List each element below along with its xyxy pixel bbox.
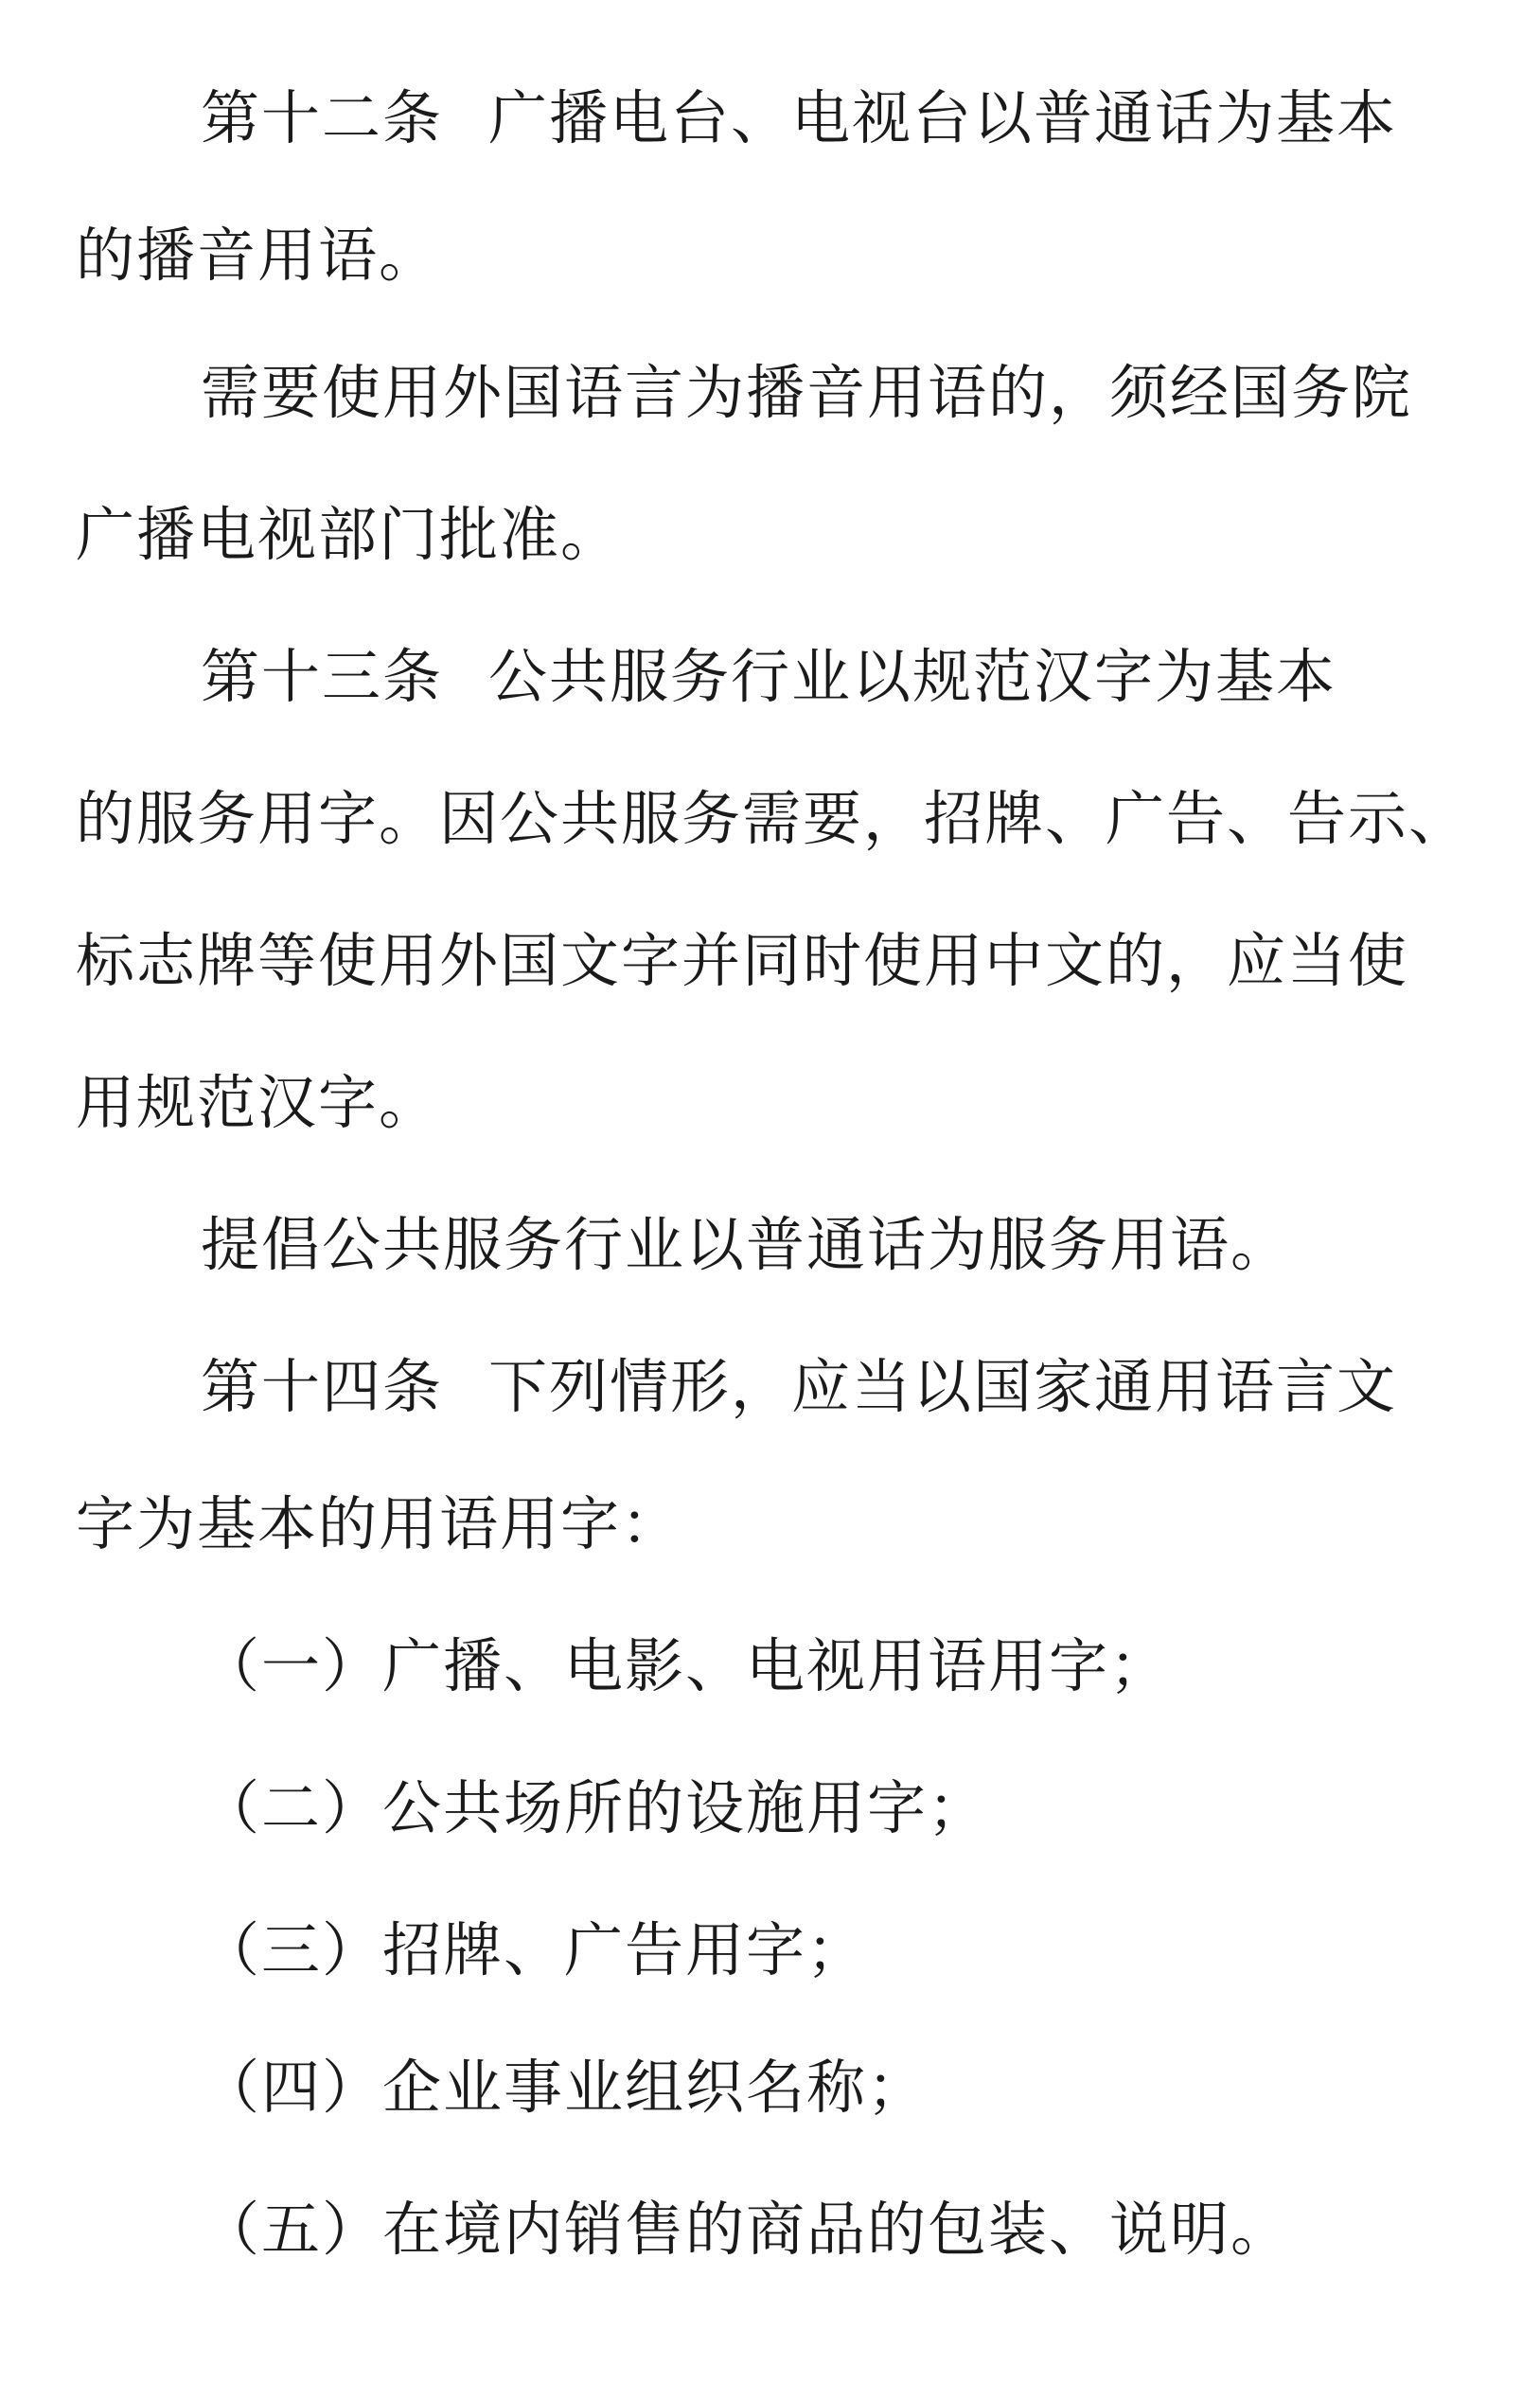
list-item — [0, 1595, 1540, 1737]
article-14-line-1 — [0, 1316, 1540, 1458]
article-13-line-4 — [0, 1032, 1540, 1174]
article-14-item-1: （一）广播、电影、电视用语用字； — [201, 1631, 1171, 1700]
list-item — [0, 1737, 1540, 1879]
article-12-line-2 — [0, 185, 1540, 327]
article-14-item-5: （五）在境内销售的商品的包装、说明。 — [201, 2195, 1292, 2264]
article-13-para-2-line-1 — [0, 1174, 1540, 1316]
article-13-line-3 — [0, 890, 1540, 1032]
article-14-item-2: （二）公共场所的设施用字； — [201, 1773, 989, 1842]
article-13-line-2 — [0, 748, 1540, 890]
article-14-heading: 第十四条 — [201, 1352, 444, 1421]
article-12-text-1: 广播电台、电视台以普通话为基本 — [488, 83, 1398, 152]
list-item — [0, 2159, 1540, 2301]
article-12-text-2: 的播音用语。 — [76, 221, 440, 290]
article-13-heading: 第十三条 — [201, 642, 444, 711]
article-13-line-1 — [0, 606, 1540, 748]
article-14-line-2 — [0, 1453, 1540, 1595]
article-13-text-2: 的服务用字。因公共服务需要，招牌、广告、告示、 — [76, 784, 1470, 853]
article-12-line-1 — [0, 47, 1540, 189]
article-12-heading: 第十二条 — [201, 83, 444, 152]
article-14-text-2: 字为基本的用语用字： — [76, 1489, 682, 1558]
article-12-para-2-text-2: 广播电视部门批准。 — [76, 500, 622, 569]
article-14-text-1: 下列情形，应当以国家通用语言文 — [488, 1352, 1398, 1421]
article-12-para-2-line-1 — [0, 322, 1540, 464]
article-14-item-4: （四）企业事业组织名称； — [201, 2053, 929, 2122]
article-13-para-2-text-1: 提倡公共服务行业以普通话为服务用语。 — [201, 1210, 1292, 1279]
article-14-item-3: （三）招牌、广告用字； — [201, 1915, 868, 1984]
article-12-para-2-text-1: 需要使用外国语言为播音用语的，须经国务院 — [201, 358, 1413, 427]
article-13-text-3: 标志牌等使用外国文字并同时使用中文的，应当使 — [76, 926, 1409, 995]
list-item — [0, 1879, 1540, 2021]
article-13-text-4: 用规范汉字。 — [76, 1068, 440, 1137]
article-13-text-1: 公共服务行业以规范汉字为基本 — [488, 642, 1337, 711]
list-item — [0, 2017, 1540, 2159]
article-12-para-2-line-2 — [0, 464, 1540, 606]
